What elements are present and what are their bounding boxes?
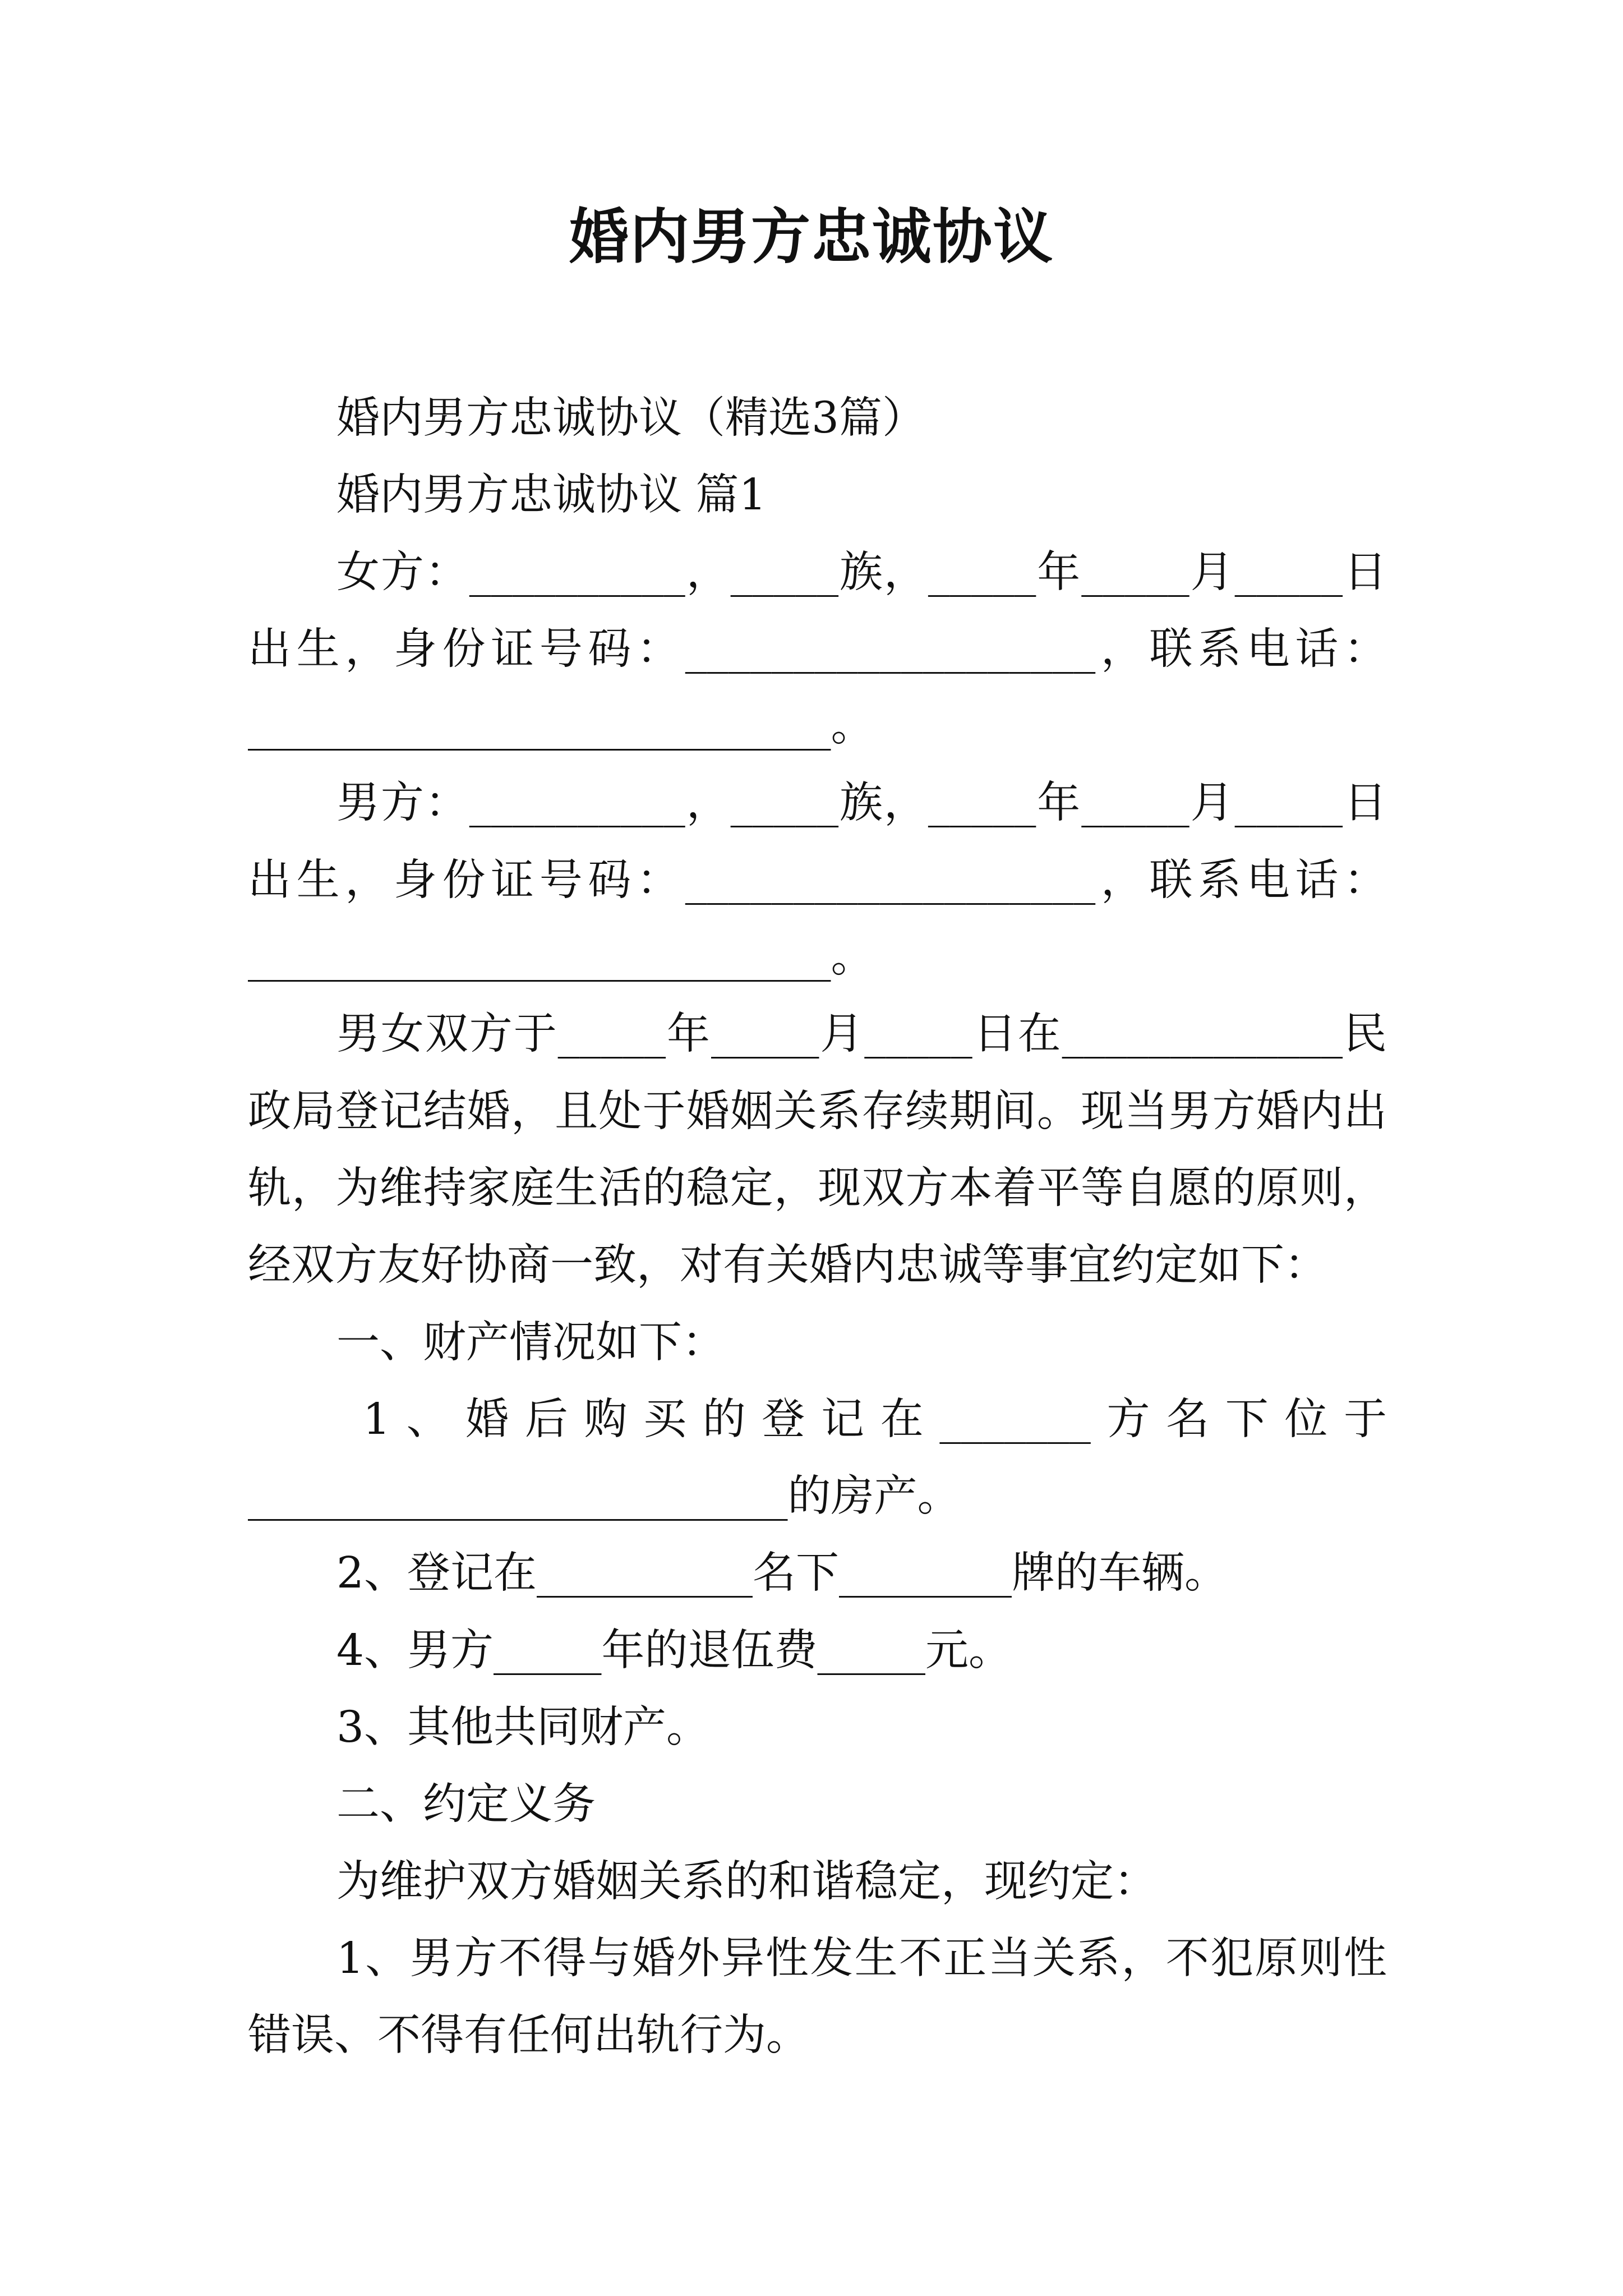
clause-item: 错误、不得有任何出轨行为。: [248, 2010, 809, 2061]
clause-item: 1、男方不得与婚外异性发生不正当关系，不犯原则性: [336, 1933, 1387, 1984]
clause-heading: 一、财产情况如下：: [336, 1317, 725, 1368]
clause-item: 1、婚后购买的登记在_______方名下位于: [363, 1394, 1387, 1444]
body-line: 轨，为维持家庭生活的稳定，现双方本着平等自愿的原则，: [248, 1163, 1387, 1213]
document-body: [248, 380, 1387, 2074]
male-party-phone-line: ___________________________。: [248, 932, 874, 983]
clause-item: 2、登记在__________名下________牌的车辆。: [336, 1548, 1228, 1599]
female-party-line: 女方：__________，_____族，_____年_____月_____日: [336, 547, 1387, 597]
clause-item: _________________________的房产。: [248, 1471, 961, 1522]
clause-heading: 二、约定义务: [336, 1779, 596, 1830]
clause-item: 3、其他共同财产。: [336, 1703, 709, 1753]
female-party-phone-line: ___________________________。: [248, 701, 874, 752]
body-line: 政局登记结婚，且处于婚姻关系存续期间。现当男方婚内出: [248, 1086, 1387, 1137]
clause-item: 4、男方_____年的退伍费_____元。: [336, 1625, 1012, 1676]
male-party-line: 男方：__________，_____族，_____年_____月_____日: [336, 778, 1387, 829]
body-line: 为维护双方婚姻关系的和谐稳定，现约定：: [336, 1856, 1157, 1907]
section-heading: 婚内男方忠诚协议 篇1: [336, 470, 767, 521]
body-line: 经双方友好协商一致，对有关婚内忠诚等事宜约定如下：: [248, 1240, 1327, 1291]
male-party-id-line: 出生，身份证号码：___________________，联系电话：: [248, 855, 1387, 905]
subtitle-line: 婚内男方忠诚协议（精选3篇）: [336, 393, 925, 443]
female-party-id-line: 出生，身份证号码：___________________，联系电话：: [248, 624, 1387, 674]
document-title: 婚内男方忠诚协议: [569, 201, 1054, 272]
body-line: 男女双方于_____年_____月_____日在_____________民: [336, 1009, 1387, 1060]
